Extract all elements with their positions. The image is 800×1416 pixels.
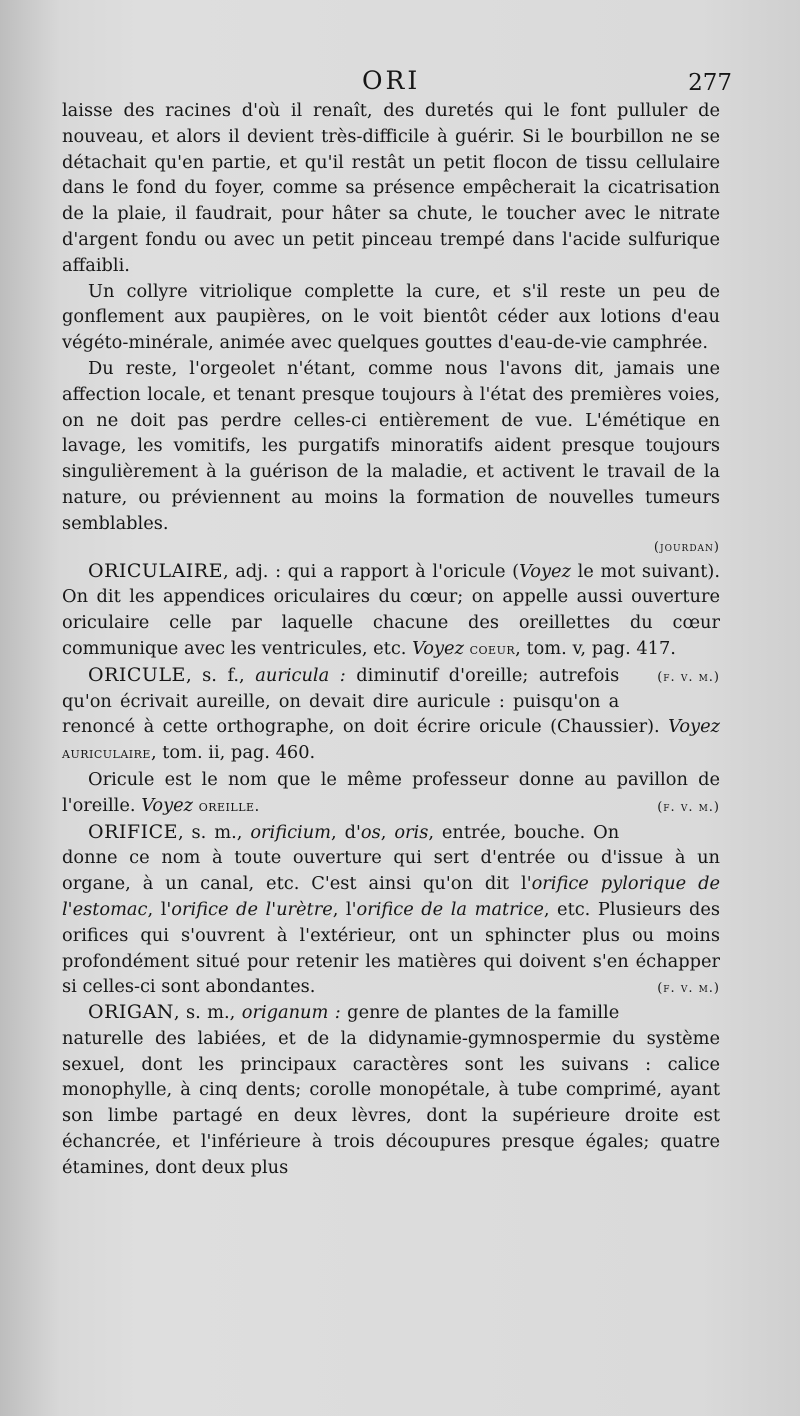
entry-origan: ORIGAN, s. m., origanum : genre de plantes de la famille naturelle des labiées, et de la didynamie-gymnospermie du système sexuel, dont les principaux caractères sont les suivans : calice monophylle, à cinq dents; corolle monopétale, à tube comprimé, ayant son limbe partagé en deux lèvres, dont la supérieure droite est échancrée, et l'inférieure à trois découpures presque égales; quatre étamines, dont deux plus bbox=[62, 1001, 720, 1178]
cross-reference: oreille. bbox=[198, 796, 260, 815]
running-head: ORI bbox=[362, 66, 421, 95]
paragraph-oricule-pavillon: Oricule est le nom que le même professeur donne au pavillon de l'oreille. Voyez oreille. (f. v. m.) bbox=[62, 767, 720, 820]
body-text bbox=[62, 98, 720, 1181]
entry-headword: ORIFICE bbox=[88, 820, 178, 843]
entry-oricule: ORICULE, s. f., auricula : diminutif d'oreille; autrefois qu'on écrivait aureille, on devait dire auricule : puisqu'on a renoncé à cette orthographe, on doit écrire oricule (Chaussier). Voyez auriculaire, tom. ii, pag. 460. bbox=[62, 663, 720, 764]
paragraph-du-reste: Du reste, l'orgeolet n'étant, comme nous l'avons dit, jamais une affection locale, et tenant presque toujours à l'état des premières voies, on ne doit pas perdre celles-ci entièrement de vue. L'émétique en lavage, les vomitifs, les purgatifs minoratifs aident presque toujours singulièrement à la guérison de la maladie, et activent le travail de la nature, ou préviennent au moins la formation de nouvelles tumeurs semblables. bbox=[62, 357, 720, 534]
entry-orifice: ORIFICE, s. m., orificium, d'os, oris, entrée, bouche. On donne ce nom à toute ouverture qui sert d'entrée ou d'issue à un organe, à un canal, etc. C'est ainsi qu'on dit l'orifice pylorique de l'estomac, l'orifice de l'urètre, l'orifice de la matrice, etc. Plusieurs des orifices qui s'ouvrent à l'extérieur, ont un sphincter plus ou moins profondément situé pour retenir les matières qui doivent s'en échapper si celles-ci sont abondantes. (f. v. m.) bbox=[62, 820, 720, 1001]
author-signature: (f. v. m.) bbox=[657, 981, 720, 997]
author-signature: (f. v. m.) bbox=[657, 669, 720, 685]
page-header bbox=[62, 62, 738, 98]
paragraph-continuation: laisse des racines d'où il renaît, des duretés qui le font pulluler de nouveau, et alors il devient très-difficile à guérir. Si le bourbillon ne se détachait qu'en partie, et qu'il restât un petit flocon de tissu cellulaire dans le fond du foyer, comme sa présence empêcherait la cicatrisation de la plaie, il faudrait, pour hâter sa chute, le toucher avec le nitrate d'argent fondu ou avec un petit pinceau trempé dans l'acide sulfurique affaibli. bbox=[62, 100, 720, 276]
author-signature: (jourdan) bbox=[653, 539, 720, 555]
paragraph-collyre: Un collyre vitriolique complette la cure, et s'il reste un peu de gonflement aux paupières, on le voit bientôt céder aux lotions d'eau végéto-minérale, animée avec quelques gouttes d'eau-de-vie camphrée. bbox=[62, 280, 720, 354]
entry-headword: ORICULAIRE bbox=[88, 559, 223, 582]
entry-oriculaire: ORICULAIRE, adj. : qui a rapport à l'oricule (Voyez le mot suivant). On dit les appendices oriculaires du cœur; on appelle aussi ouverture oriculaire celle par laquelle chacune des oreillettes du cœur communique avec les ventricules, etc. Voyez coeur, tom. v, pag. 417. (f. v. m.) bbox=[62, 559, 720, 663]
entry-headword: ORIGAN bbox=[88, 1001, 174, 1024]
author-signature: (f. v. m.) bbox=[657, 799, 720, 815]
entry-headword: ORICULE bbox=[88, 663, 186, 686]
page-number: 277 bbox=[688, 70, 732, 96]
cross-reference: auriculaire bbox=[62, 744, 151, 763]
cross-reference: coeur bbox=[469, 639, 516, 658]
